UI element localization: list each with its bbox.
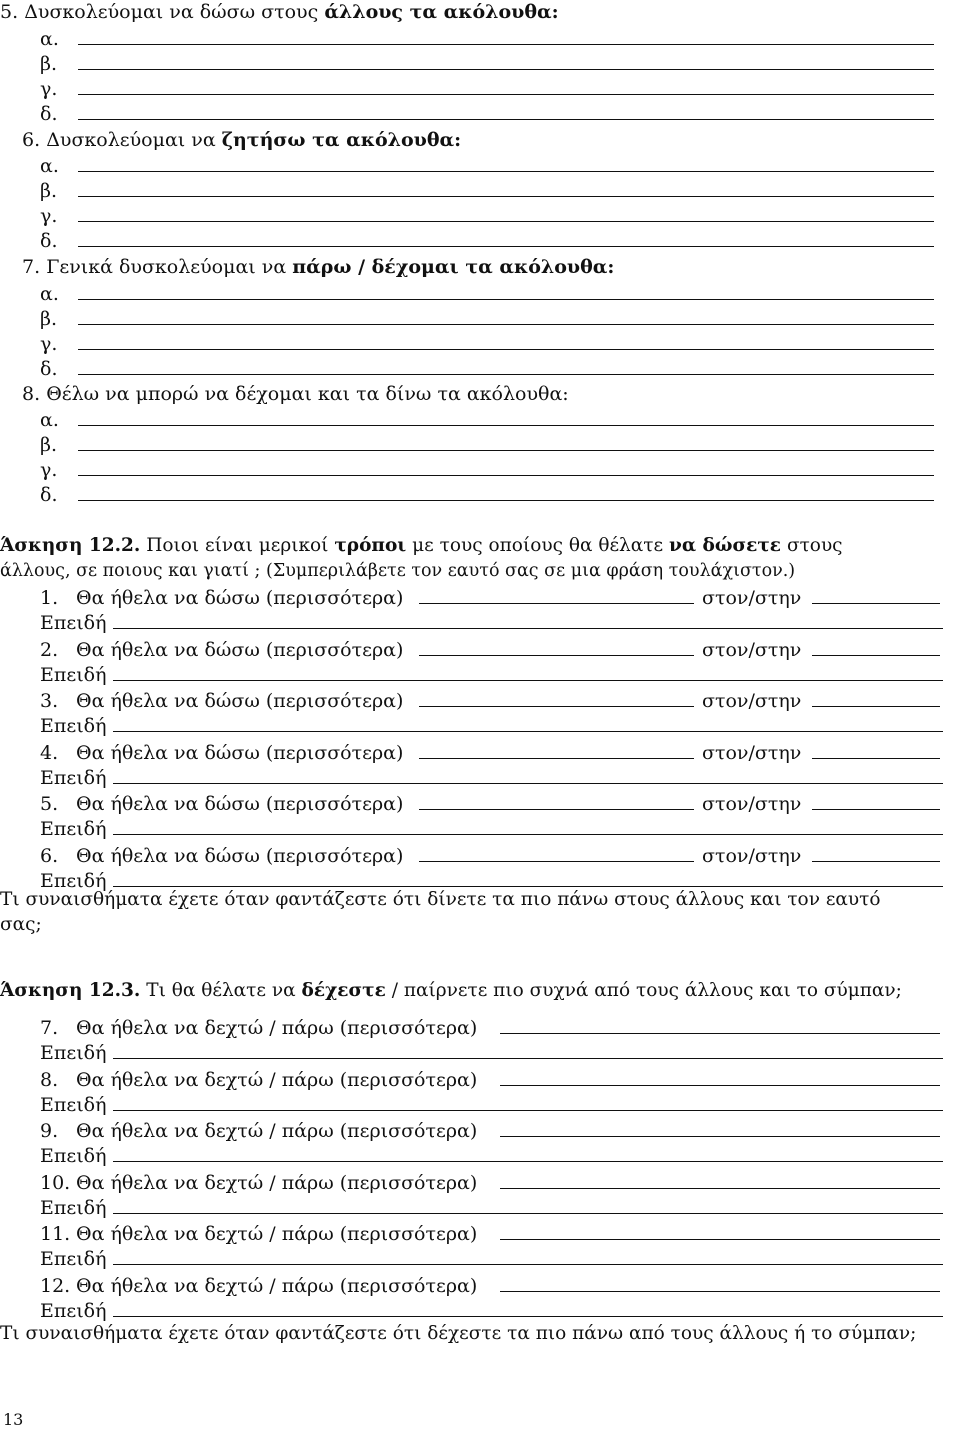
receive-row-10-number: 10. [40,1171,71,1194]
q7-item-c-blank[interactable] [78,349,934,350]
exercise-12-2-text-2: με τους οποίους θα θέλατε [412,535,664,556]
q7-item-a-label: α. [40,283,59,305]
q8-item-d-blank[interactable] [78,500,934,501]
q7-text: Γενικά δυσκολεύομαι να [46,256,287,278]
receive-row-9-what-blank[interactable] [500,1136,940,1137]
give-row-1-text: Θα ήθελα να δώσω (περισσότερα) [76,587,404,609]
give-row-4-whom-blank[interactable] [812,758,940,759]
q8-number: 8. [22,383,41,405]
q8-item-a-label: α. [40,409,59,431]
exercise-12-2-text-3: στους [786,535,843,556]
q7-item-b-label: β. [40,308,58,330]
q7-item-d-label: δ. [40,358,58,380]
q5-text: Δυσκολεύομαι να δώσω στους [24,1,319,23]
q7-item-c-label: γ. [40,333,58,355]
receive-row-9-because-blank[interactable] [113,1161,943,1162]
q7-bold-text: πάρω / δέχομαι τα ακόλουθα: [292,256,615,278]
receive-row-8-number: 8. [40,1068,59,1091]
give-row-6-what-blank[interactable] [419,861,694,862]
receive-row-10-because-label: Επειδή [40,1196,107,1219]
q6-item-b-label: β. [40,180,58,202]
receive-row-7-because-label: Επειδή [40,1042,107,1064]
q5-item-a-label: α. [40,28,59,50]
give-row-4-text: Θα ήθελα να δώσω (περισσότερα) [76,741,404,764]
q7-item-a-blank[interactable] [78,299,934,300]
q8-heading [22,385,569,404]
receive-row-7-because-blank[interactable] [113,1058,943,1059]
page-number: 13 [3,1410,24,1429]
q6-item-d-label: δ. [40,230,58,252]
q8-item-d-label: δ. [40,484,58,506]
exercise-12-3-title: Άσκηση 12.3. [0,980,141,1001]
q6-item-a-label: α. [40,155,59,177]
q7-number: 7. [22,256,41,278]
q8-item-b-label: β. [40,434,58,456]
receive-row-9-because-label: Επειδή [40,1145,107,1167]
q6-item-b-blank[interactable] [78,196,934,197]
give-row-5-because-label: Επειδή [40,818,107,840]
exercise-12-2-intro [0,537,843,556]
give-row-3-number: 3. [40,690,59,712]
receive-row-12-text: Θα ήθελα να δεχτώ / πάρω (περισσότερα) [76,1274,478,1297]
q7-heading [22,258,614,277]
q6-item-a-blank[interactable] [78,171,934,172]
receive-row-11-because-blank[interactable] [113,1264,943,1265]
q6-bold-text: ζητήσω τα ακόλουθα: [221,129,462,151]
receive-row-7-what-blank[interactable] [500,1033,940,1034]
exercise-12-2-intro-line-2: άλλους, σε ποιους και γιατί ; (Συμπεριλάβετε τον εαυτό σας σε μια φράση τουλάχιστον.) [0,561,796,581]
give-row-5-what-blank[interactable] [419,809,694,810]
give-row-3-text: Θα ήθελα να δώσω (περισσότερα) [76,690,404,712]
receive-row-10-text: Θα ήθελα να δεχτώ / πάρω (περισσότερα) [76,1171,478,1194]
receive-row-11-because-label: Επειδή [40,1248,107,1270]
receive-row-10-what-blank[interactable] [500,1188,940,1189]
give-row-4-to-label: στον/στην [702,741,802,764]
give-row-5-because-blank[interactable] [113,834,943,835]
exercise-12-3-intro [0,982,902,1001]
q8-item-c-blank[interactable] [78,475,934,476]
q6-number: 6. [22,129,41,151]
receive-row-9-text: Θα ήθελα να δεχτώ / πάρω (περισσότερα) [76,1120,478,1142]
give-row-6-because-blank[interactable] [113,886,943,887]
give-row-3-because-label: Επειδή [40,715,107,737]
exercise-12-2-title: Άσκηση 12.2. [0,535,141,556]
exercise-12-3-text-2: / παίρνετε πιο συχνά από τους άλλους και το σύμπαν; [391,980,902,1001]
give-row-5-text: Θα ήθελα να δώσω (περισσότερα) [76,793,404,815]
q6-item-c-label: γ. [40,205,58,227]
receive-row-8-text: Θα ήθελα να δεχτώ / πάρω (περισσότερα) [76,1068,478,1091]
exercise-12-3-feelings-question: Τι συναισθήματα έχετε όταν φαντάζεστε ότι δέχεστε τα πιο πάνω από τους άλλους ή το σύμπαν; [0,1323,917,1344]
give-row-1-to-label: στον/στην [702,587,802,609]
give-row-6-number: 6. [40,844,59,867]
q5-number: 5. [0,1,19,23]
give-row-5-to-label: στον/στην [702,793,802,815]
q7-item-d-blank[interactable] [78,374,934,375]
give-row-3-what-blank[interactable] [419,706,694,707]
receive-row-8-because-label: Επειδή [40,1093,107,1116]
give-row-4-because-label: Επειδή [40,766,107,789]
give-row-4-because-blank[interactable] [113,783,943,784]
receive-row-7-text: Θα ήθελα να δεχτώ / πάρω (περισσότερα) [76,1017,478,1039]
give-row-1-because-label: Επειδή [40,612,107,634]
give-row-1-whom-blank[interactable] [812,603,940,604]
exercise-12-2-bold-ways: τρόποι [334,535,407,556]
receive-row-12-because-blank[interactable] [113,1316,943,1317]
receive-row-12-what-blank[interactable] [500,1291,940,1292]
give-row-3-whom-blank[interactable] [812,706,940,707]
q5-item-a-blank[interactable] [78,44,934,45]
give-row-2-because-label: Επειδή [40,663,107,686]
receive-row-11-text: Θα ήθελα να δεχτώ / πάρω (περισσότερα) [76,1223,478,1245]
give-row-5-whom-blank[interactable] [812,809,940,810]
give-row-6-to-label: στον/στην [702,844,802,867]
q5-item-c-label: γ. [40,78,58,100]
exercise-12-2-feelings-question-line-2: σας; [0,914,42,935]
give-row-6-because-label: Επειδή [40,869,107,892]
give-row-2-number: 2. [40,638,59,661]
give-row-1-number: 1. [40,587,59,609]
receive-row-12-number: 12. [40,1274,71,1297]
give-row-4-what-blank[interactable] [419,758,694,759]
receive-row-8-what-blank[interactable] [500,1085,940,1086]
give-row-3-to-label: στον/στην [702,690,802,712]
q8-item-a-blank[interactable] [78,425,934,426]
q5-bold-text: άλλους τα ακόλουθα: [324,1,559,23]
q5-item-d-label: δ. [40,103,58,125]
exercise-12-2-feelings-question: Τι συναισθήματα έχετε όταν φαντάζεστε ότι δίνετε τα πιο πάνω στους άλλους και τον εαυτό [0,889,881,910]
give-row-3-because-blank[interactable] [113,731,943,732]
q6-heading [22,131,461,150]
exercise-12-2-text-1: Ποιοι είναι μερικοί [146,535,329,556]
q6-text: Δυσκολεύομαι να [46,129,216,151]
receive-row-9-number: 9. [40,1120,59,1142]
q5-item-b-blank[interactable] [78,69,934,70]
give-row-2-to-label: στον/στην [702,638,802,661]
q8-item-b-blank[interactable] [78,450,934,451]
receive-row-7-number: 7. [40,1017,59,1039]
exercise-12-3-text-1: Τι θα θέλατε να [146,980,296,1001]
q5-item-d-blank[interactable] [78,119,934,120]
give-row-2-what-blank[interactable] [419,655,694,656]
give-row-4-number: 4. [40,741,59,764]
q6-item-d-blank[interactable] [78,246,934,247]
q5-heading [0,3,559,22]
exercise-12-3-bold-receive: δέχεστε [301,980,386,1001]
give-row-6-whom-blank[interactable] [812,861,940,862]
exercise-12-2-bold-give: να δώσετε [668,535,782,556]
receive-row-10-because-blank[interactable] [113,1213,943,1214]
receive-row-11-number: 11. [40,1223,71,1245]
q7-item-b-blank[interactable] [78,324,934,325]
receive-row-8-because-blank[interactable] [113,1110,943,1111]
q6-item-c-blank[interactable] [78,221,934,222]
give-row-1-because-blank[interactable] [113,628,943,629]
give-row-1-what-blank[interactable] [419,603,694,604]
q8-item-c-label: γ. [40,459,58,481]
receive-row-11-what-blank[interactable] [500,1239,940,1240]
give-row-2-whom-blank[interactable] [812,655,940,656]
q5-item-c-blank[interactable] [78,94,934,95]
q8-text: Θέλω να μπορώ να δέχομαι και τα δίνω τα ακόλουθα: [46,383,569,405]
receive-row-12-because-label: Επειδή [40,1299,107,1322]
give-row-2-because-blank[interactable] [113,680,943,681]
give-row-6-text: Θα ήθελα να δώσω (περισσότερα) [76,844,404,867]
q5-item-b-label: β. [40,53,58,75]
give-row-2-text: Θα ήθελα να δώσω (περισσότερα) [76,638,404,661]
give-row-5-number: 5. [40,793,59,815]
